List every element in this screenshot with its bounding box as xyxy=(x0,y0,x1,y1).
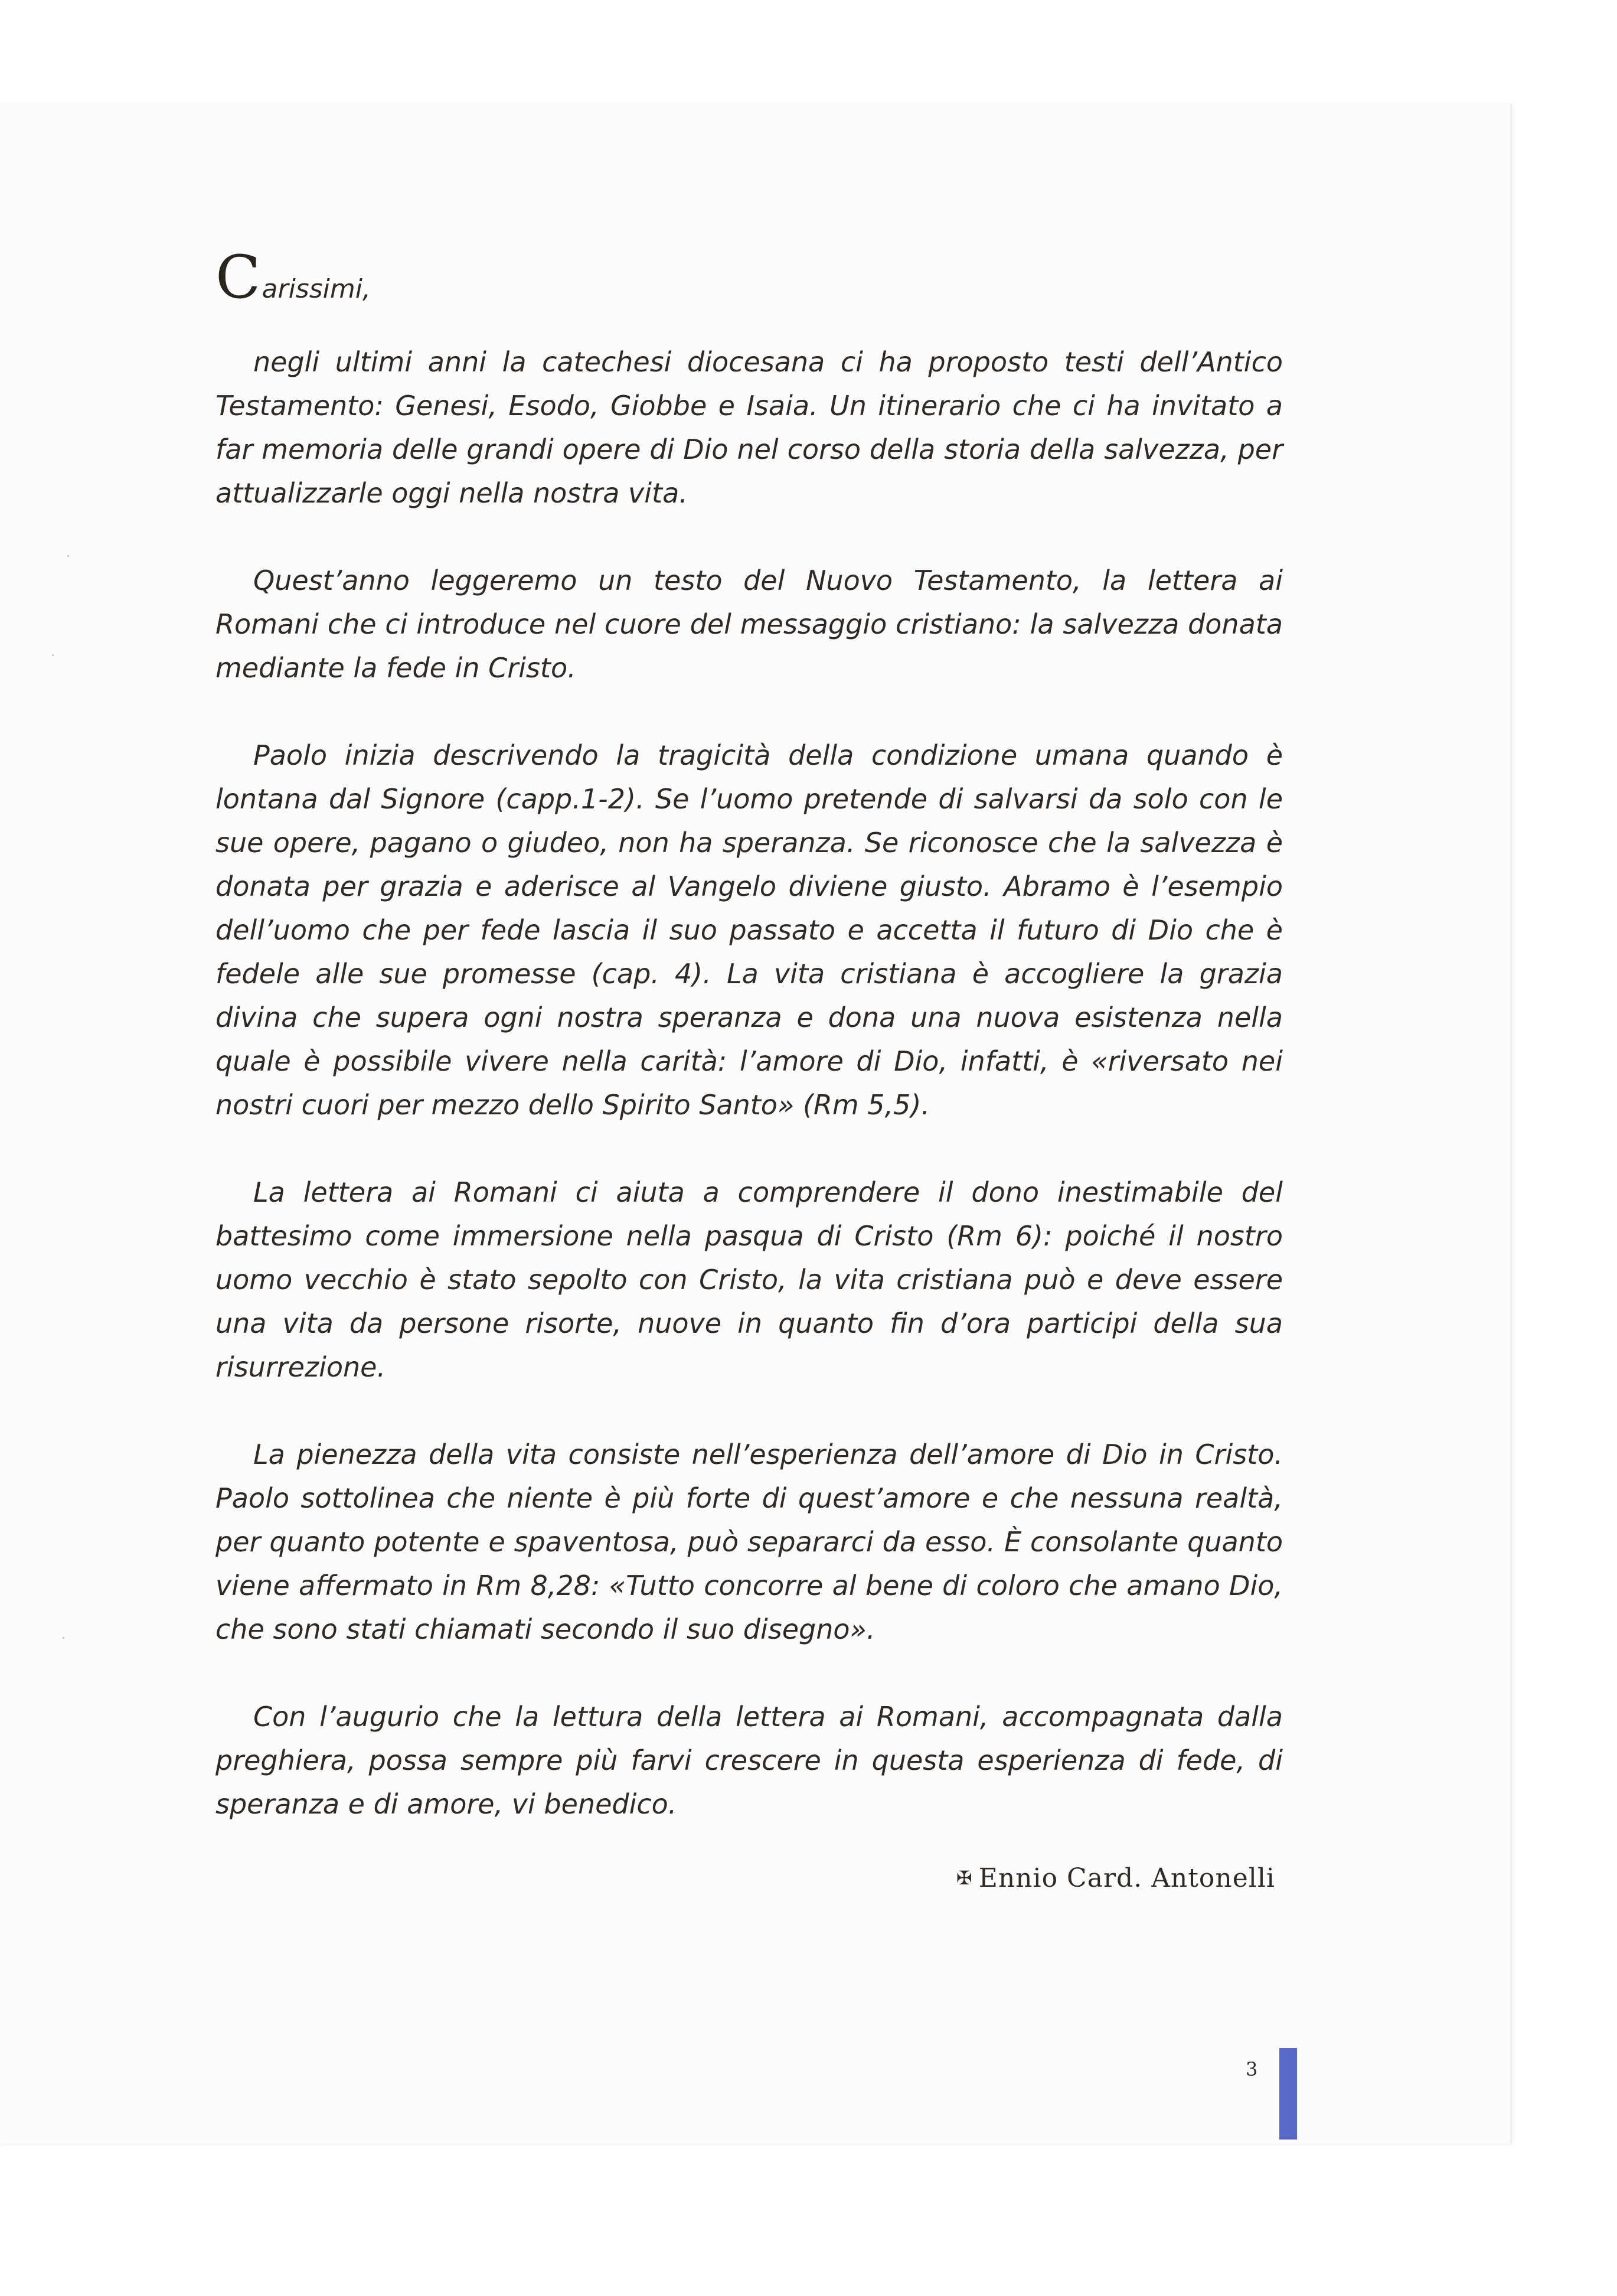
paragraph-5: La pienezza della vita consiste nell’esperienza dell’amore di Dio in Cristo. Paolo sottolinea che niente è più forte di quest’amore e che nessuna realtà, per quanto potente e spaventosa, può separarci da esso. È consolante quanto viene affermato in Rm 8,28: «Tutto concorre al bene di coloro che amano Dio, che sono stati chiamati secondo il suo disegno». xyxy=(215,1439,1283,1645)
cross-icon: ✠ xyxy=(956,1867,973,1889)
paragraph-1: negli ultimi anni la catechesi diocesana ci ha proposto testi dell’Antico Testamento: Genesi, Esodo, Giobbe e Isaia. Un itinerario che ci ha invitato a far memoria delle grandi opere di Dio nel corso della storia della salvezza, per attualizzarle oggi nella nostra vita. xyxy=(215,346,1283,509)
signature xyxy=(886,1863,1275,1893)
page-number: 3 xyxy=(1246,2058,1258,2080)
paragraph-3: Paolo inizia descrivendo la tragicità della condizione umana quando è lontana dal Signore (capp.1-2). Se l’uomo pretende di salvarsi da solo con le sue opere, pagano o giudeo, non ha speranza. Se riconosce che la salvezza è donata per grazia e aderisce al Vangelo diviene giusto. Abramo è l’esempio dell’uomo che per fede lascia il suo passato e accetta il futuro di Dio che è fedele alle sue promesse (cap. 4). La vita cristiana è accogliere la grazia divina che supera ogni nostra speranza e dona una nuova esistenza nella quale è possibile vivere nella carità: l’amore di Dio, infatti, è «riversato nei nostri cuori per mezzo dello Spirito Santo» (Rm 5,5). xyxy=(215,739,1283,1121)
salutation xyxy=(215,243,1283,312)
page-tab-marker xyxy=(1279,2048,1297,2140)
paragraph-6: Con l’augurio che la lettura della lettera ai Romani, accompagnata dalla preghiera, possa sempre più farvi crescere in questa esperienza di fede, di speranza e di amore, vi benedico. xyxy=(215,1701,1283,1820)
page-edge xyxy=(1510,103,1512,2144)
salutation-text: arissimi, xyxy=(262,274,371,304)
scan-mark xyxy=(67,555,69,557)
scan-mark xyxy=(63,1637,64,1639)
paragraph-2: Quest’anno leggeremo un testo del Nuovo Testamento, la lettera ai Romani che ci introduce nel cuore del messaggio cristiano: la salvezza donata mediante la fede in Cristo. xyxy=(215,565,1283,684)
scan-mark xyxy=(52,654,54,656)
letter-body xyxy=(215,243,1283,1870)
drop-cap: C xyxy=(215,243,261,312)
paragraph-4: La lettera ai Romani ci aiuta a comprendere il dono inestimabile del battesimo come immersione nella pasqua di Cristo (Rm 6): poiché il nostro uomo vecchio è stato sepolto con Cristo, la vita cristiana può e deve essere una vita da persone risorte, nuove in quanto fin d’ora participi della sua risurrezione. xyxy=(215,1176,1283,1383)
signature-name: Ennio Card. Antonelli xyxy=(978,1863,1275,1893)
